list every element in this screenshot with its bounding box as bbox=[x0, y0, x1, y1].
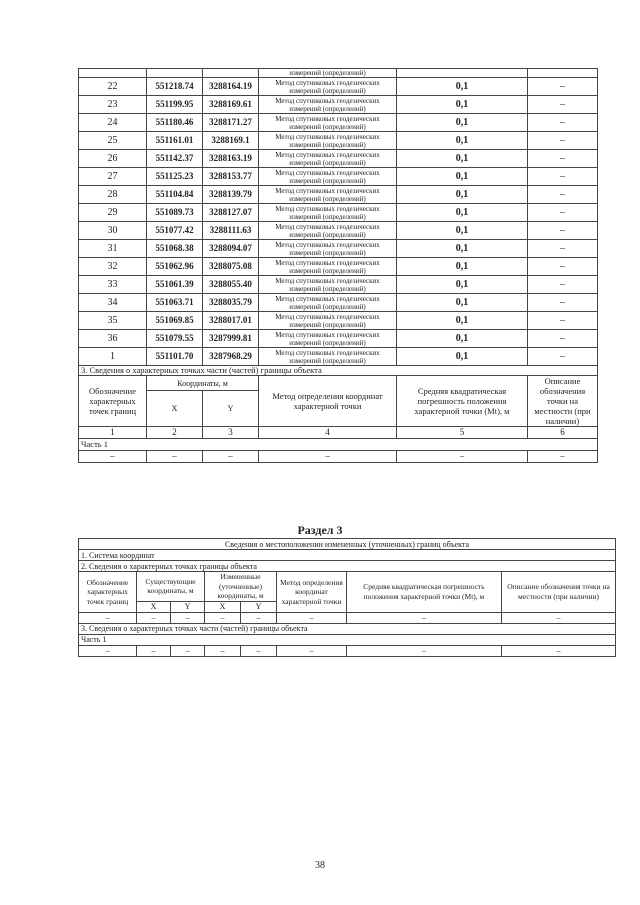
header-method: Метод определения координат характерной точки bbox=[259, 376, 397, 427]
coord-y: 3288139.79 bbox=[203, 186, 259, 204]
coord-x: 551063.71 bbox=[147, 294, 203, 312]
coord-y: 3288164.19 bbox=[203, 78, 259, 96]
description-cell: – bbox=[528, 258, 598, 276]
point-number: 26 bbox=[79, 150, 147, 168]
coord-x: 551142.37 bbox=[147, 150, 203, 168]
dash-cell: – bbox=[137, 612, 171, 623]
table-row bbox=[79, 186, 598, 204]
part-label: Часть 1 bbox=[79, 439, 598, 451]
description-cell: – bbox=[528, 276, 598, 294]
col-index: 3 bbox=[203, 427, 259, 439]
section-heading: Раздел 3 bbox=[297, 523, 343, 537]
coord-y: 3288169.61 bbox=[203, 96, 259, 114]
method-cell: Метод спутниковых геодезических измерений (определений) bbox=[259, 312, 397, 330]
coord-x: 551062.96 bbox=[147, 258, 203, 276]
precision-cell: 0,1 bbox=[397, 330, 528, 348]
coord-y: 3288127.07 bbox=[203, 204, 259, 222]
page-number: 38 bbox=[315, 860, 325, 871]
header-x: X bbox=[147, 391, 203, 427]
precision-cell: 0,1 bbox=[397, 78, 528, 96]
table-row bbox=[79, 276, 598, 294]
dash-cell: – bbox=[147, 451, 203, 463]
coord-y: 3288035.79 bbox=[203, 294, 259, 312]
precision-cell: 0,1 bbox=[397, 132, 528, 150]
dash-cell: – bbox=[259, 451, 397, 463]
header-y: Y bbox=[203, 391, 259, 427]
dash-cell: – bbox=[137, 645, 171, 656]
method-cell: Метод спутниковых геодезических измерений (определений) bbox=[259, 240, 397, 258]
method-cell: Метод спутниковых геодезических измерений (определений) bbox=[259, 96, 397, 114]
description-cell: – bbox=[528, 330, 598, 348]
method-cell: Метод спутниковых геодезических измерений (определений) bbox=[259, 132, 397, 150]
coord-x: 551199.95 bbox=[147, 96, 203, 114]
top-fragment: измерений (определений) bbox=[259, 69, 397, 78]
description-cell: – bbox=[528, 150, 598, 168]
header-precision: Средняя квадратическая погрешность положения характерной точки (Mt), м bbox=[397, 376, 528, 427]
table-row bbox=[79, 312, 598, 330]
dash-cell: – bbox=[347, 612, 502, 623]
coord-y: 3288169.1 bbox=[203, 132, 259, 150]
table-row bbox=[79, 222, 598, 240]
table-row bbox=[79, 96, 598, 114]
dash-cell: – bbox=[502, 612, 616, 623]
table-row bbox=[79, 150, 598, 168]
coord-x: 551061.39 bbox=[147, 276, 203, 294]
precision-cell: 0,1 bbox=[397, 150, 528, 168]
precision-cell: 0,1 bbox=[397, 168, 528, 186]
point-number: 1 bbox=[79, 348, 147, 366]
header-changed: Измененные (уточненные) координаты, м bbox=[205, 572, 277, 602]
point-number: 33 bbox=[79, 276, 147, 294]
table-row bbox=[79, 204, 598, 222]
point-number: 30 bbox=[79, 222, 147, 240]
table-row bbox=[79, 348, 598, 366]
precision-cell: 0,1 bbox=[397, 204, 528, 222]
coord-y: 3288153.77 bbox=[203, 168, 259, 186]
method-cell: Метод спутниковых геодезических измерений (определений) bbox=[259, 276, 397, 294]
description-cell: – bbox=[528, 294, 598, 312]
coord-y: 3288055.40 bbox=[203, 276, 259, 294]
header-coords: Координаты, м bbox=[147, 376, 259, 391]
dash-cell: – bbox=[205, 612, 241, 623]
description-cell: – bbox=[528, 78, 598, 96]
point-number: 28 bbox=[79, 186, 147, 204]
description-cell: – bbox=[528, 240, 598, 258]
coordinates-table bbox=[78, 68, 598, 463]
method-cell: Метод спутниковых геодезических измерений (определений) bbox=[259, 186, 397, 204]
precision-cell: 0,1 bbox=[397, 240, 528, 258]
dash-cell: – bbox=[241, 612, 277, 623]
table-row bbox=[79, 132, 598, 150]
dash-cell: – bbox=[171, 645, 205, 656]
point-number: 25 bbox=[79, 132, 147, 150]
header-precision: Средняя квадратическая погрешность положения характерной точки (Mt), м bbox=[347, 572, 502, 613]
section2-title: 2. Сведения о характерных точках границы объекта bbox=[79, 561, 616, 572]
coord-y: 3288171.27 bbox=[203, 114, 259, 132]
dash-cell: – bbox=[79, 612, 137, 623]
table-row bbox=[79, 78, 598, 96]
method-cell: Метод спутниковых геодезических измерений (определений) bbox=[259, 204, 397, 222]
header-y: Y bbox=[241, 601, 277, 612]
col-index: 6 bbox=[528, 427, 598, 439]
header-designation: Обозначение характерных точек границ bbox=[79, 376, 147, 427]
precision-cell: 0,1 bbox=[397, 258, 528, 276]
dash-cell: – bbox=[528, 451, 598, 463]
method-cell: Метод спутниковых геодезических измерений (определений) bbox=[259, 168, 397, 186]
dash-cell: – bbox=[205, 645, 241, 656]
coord-y: 3288075.08 bbox=[203, 258, 259, 276]
header-existing: Существующие координаты, м bbox=[137, 572, 205, 602]
method-cell: Метод спутниковых геодезических измерений (определений) bbox=[259, 114, 397, 132]
coord-x: 551180.46 bbox=[147, 114, 203, 132]
header-x: X bbox=[137, 601, 171, 612]
description-cell: – bbox=[528, 114, 598, 132]
section3-title: 3. Сведения о характерных точках части (частей) границы объекта bbox=[79, 623, 616, 634]
coord-x: 551218.74 bbox=[147, 78, 203, 96]
precision-cell: 0,1 bbox=[397, 114, 528, 132]
description-cell: – bbox=[528, 186, 598, 204]
description-cell: – bbox=[528, 132, 598, 150]
coord-x: 551101.70 bbox=[147, 348, 203, 366]
coord-y: 3288163.19 bbox=[203, 150, 259, 168]
precision-cell: 0,1 bbox=[397, 96, 528, 114]
method-cell: Метод спутниковых геодезических измерений (определений) bbox=[259, 294, 397, 312]
description-cell: – bbox=[528, 96, 598, 114]
header-description: Описание обозначения точки на местности (при наличии) bbox=[528, 376, 598, 427]
coord-x: 551069.85 bbox=[147, 312, 203, 330]
table-row bbox=[79, 168, 598, 186]
point-number: 32 bbox=[79, 258, 147, 276]
coord-x: 551079.55 bbox=[147, 330, 203, 348]
description-cell: – bbox=[528, 348, 598, 366]
precision-cell: 0,1 bbox=[397, 186, 528, 204]
coord-y: 3287968.29 bbox=[203, 348, 259, 366]
precision-cell: 0,1 bbox=[397, 348, 528, 366]
point-number: 24 bbox=[79, 114, 147, 132]
dash-cell: – bbox=[397, 451, 528, 463]
table-row bbox=[79, 330, 598, 348]
coord-x: 551089.73 bbox=[147, 204, 203, 222]
header-designation: Обозначение характерных точек границ bbox=[79, 572, 137, 613]
point-number: 36 bbox=[79, 330, 147, 348]
table-row bbox=[79, 294, 598, 312]
point-number: 23 bbox=[79, 96, 147, 114]
dash-cell: – bbox=[203, 451, 259, 463]
dash-cell: – bbox=[347, 645, 502, 656]
table-row bbox=[79, 114, 598, 132]
method-cell: Метод спутниковых геодезических измерений (определений) bbox=[259, 330, 397, 348]
method-cell: Метод спутниковых геодезических измерений (определений) bbox=[259, 222, 397, 240]
method-cell: Метод спутниковых геодезических измерений (определений) bbox=[259, 258, 397, 276]
dash-cell: – bbox=[241, 645, 277, 656]
coord-y: 3288017.01 bbox=[203, 312, 259, 330]
coordinate-system: 1. Система координат bbox=[79, 550, 616, 561]
coord-y: 3288094.07 bbox=[203, 240, 259, 258]
col-index: 5 bbox=[397, 427, 528, 439]
point-number: 34 bbox=[79, 294, 147, 312]
dash-cell: – bbox=[277, 645, 347, 656]
method-cell: Метод спутниковых геодезических измерений (определений) bbox=[259, 150, 397, 168]
description-cell: – bbox=[528, 204, 598, 222]
changed-boundaries-table bbox=[78, 538, 616, 657]
point-number: 35 bbox=[79, 312, 147, 330]
dash-cell: – bbox=[502, 645, 616, 656]
precision-cell: 0,1 bbox=[397, 312, 528, 330]
point-number: 27 bbox=[79, 168, 147, 186]
point-number: 29 bbox=[79, 204, 147, 222]
precision-cell: 0,1 bbox=[397, 222, 528, 240]
description-cell: – bbox=[528, 168, 598, 186]
dash-cell: – bbox=[171, 612, 205, 623]
method-cell: Метод спутниковых геодезических измерений (определений) bbox=[259, 78, 397, 96]
dash-cell: – bbox=[79, 451, 147, 463]
point-number: 31 bbox=[79, 240, 147, 258]
table-row bbox=[79, 258, 598, 276]
method-cell: Метод спутниковых геодезических измерений (определений) bbox=[259, 348, 397, 366]
col-index: 4 bbox=[259, 427, 397, 439]
precision-cell: 0,1 bbox=[397, 294, 528, 312]
coord-y: 3288111.63 bbox=[203, 222, 259, 240]
header-x: X bbox=[205, 601, 241, 612]
header-method: Метод определения координат характерной точки bbox=[277, 572, 347, 613]
coord-y: 3287999.81 bbox=[203, 330, 259, 348]
coord-x: 551068.38 bbox=[147, 240, 203, 258]
coord-x: 551104.84 bbox=[147, 186, 203, 204]
coord-x: 551125.23 bbox=[147, 168, 203, 186]
precision-cell: 0,1 bbox=[397, 276, 528, 294]
col-index: 2 bbox=[147, 427, 203, 439]
description-cell: – bbox=[528, 222, 598, 240]
col-index: 1 bbox=[79, 427, 147, 439]
table2-title: Сведения о местоположении измененных (уточненных) границ объекта bbox=[79, 539, 616, 550]
header-description: Описание обозначения точки на местности (при наличии) bbox=[502, 572, 616, 613]
coord-x: 551077.42 bbox=[147, 222, 203, 240]
dash-cell: – bbox=[277, 612, 347, 623]
dash-cell: – bbox=[79, 645, 137, 656]
header-y: Y bbox=[171, 601, 205, 612]
section3-title: 3. Сведения о характерных точках части (частей) границы объекта bbox=[79, 366, 598, 376]
part-label: Часть 1 bbox=[79, 634, 616, 645]
point-number: 22 bbox=[79, 78, 147, 96]
table-row bbox=[79, 240, 598, 258]
coord-x: 551161.01 bbox=[147, 132, 203, 150]
description-cell: – bbox=[528, 312, 598, 330]
